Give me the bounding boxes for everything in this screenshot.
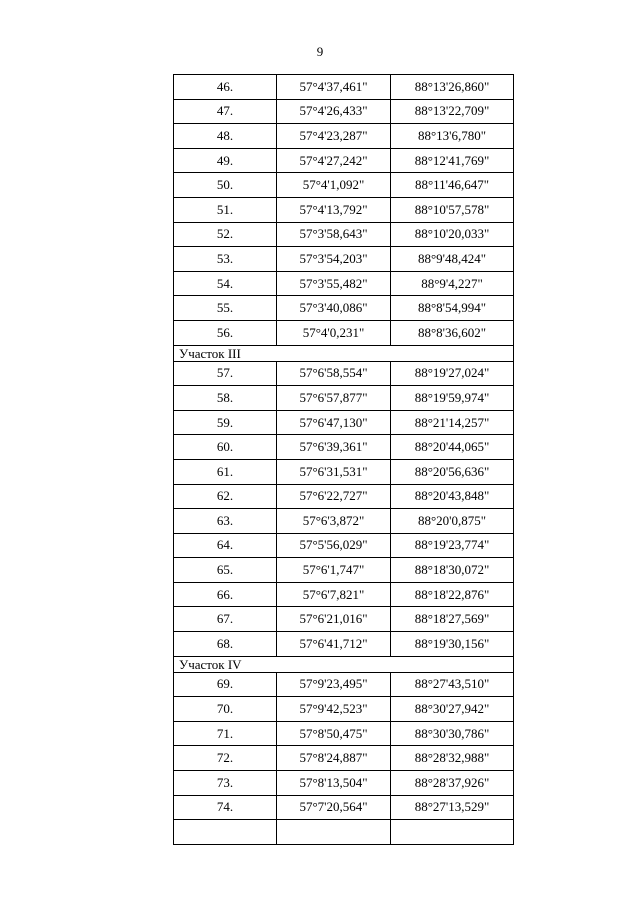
point-number-cell: 59. bbox=[174, 410, 277, 435]
longitude-cell bbox=[391, 820, 514, 845]
latitude-cell: 57°4'1,092" bbox=[277, 173, 391, 198]
table-row bbox=[174, 222, 514, 247]
point-number-cell: 57. bbox=[174, 361, 277, 386]
point-number-cell: 48. bbox=[174, 124, 277, 149]
table-row bbox=[174, 632, 514, 657]
latitude-cell: 57°6'31,531" bbox=[277, 459, 391, 484]
longitude-cell: 88°18'30,072" bbox=[391, 558, 514, 583]
table-row bbox=[174, 435, 514, 460]
longitude-cell: 88°9'48,424" bbox=[391, 247, 514, 272]
latitude-cell: 57°6'22,727" bbox=[277, 484, 391, 509]
latitude-cell: 57°6'1,747" bbox=[277, 558, 391, 583]
table-row bbox=[174, 197, 514, 222]
longitude-cell: 88°20'44,065" bbox=[391, 435, 514, 460]
latitude-cell: 57°6'7,821" bbox=[277, 582, 391, 607]
latitude-cell: 57°4'23,287" bbox=[277, 124, 391, 149]
longitude-cell: 88°28'32,988" bbox=[391, 746, 514, 771]
point-number-cell: 66. bbox=[174, 582, 277, 607]
point-number-cell: 47. bbox=[174, 99, 277, 124]
table-row bbox=[174, 820, 514, 845]
longitude-cell: 88°8'54,994" bbox=[391, 296, 514, 321]
section-title: Участок III bbox=[174, 345, 514, 361]
longitude-cell: 88°18'22,876" bbox=[391, 582, 514, 607]
latitude-cell: 57°6'47,130" bbox=[277, 410, 391, 435]
longitude-cell: 88°18'27,569" bbox=[391, 607, 514, 632]
point-number-cell: 58. bbox=[174, 386, 277, 411]
latitude-cell: 57°8'50,475" bbox=[277, 721, 391, 746]
table-row bbox=[174, 484, 514, 509]
longitude-cell: 88°20'43,848" bbox=[391, 484, 514, 509]
table-row bbox=[174, 672, 514, 697]
latitude-cell: 57°6'39,361" bbox=[277, 435, 391, 460]
latitude-cell: 57°6'21,016" bbox=[277, 607, 391, 632]
longitude-cell: 88°10'57,578" bbox=[391, 197, 514, 222]
latitude-cell: 57°8'24,887" bbox=[277, 746, 391, 771]
longitude-cell: 88°9'4,227" bbox=[391, 271, 514, 296]
point-number-cell bbox=[174, 820, 277, 845]
longitude-cell: 88°13'6,780" bbox=[391, 124, 514, 149]
table-row bbox=[174, 795, 514, 820]
table-row bbox=[174, 533, 514, 558]
latitude-cell: 57°3'54,203" bbox=[277, 247, 391, 272]
longitude-cell: 88°21'14,257" bbox=[391, 410, 514, 435]
point-number-cell: 53. bbox=[174, 247, 277, 272]
longitude-cell: 88°8'36,602" bbox=[391, 320, 514, 345]
point-number-cell: 63. bbox=[174, 509, 277, 534]
point-number-cell: 65. bbox=[174, 558, 277, 583]
longitude-cell: 88°19'27,024" bbox=[391, 361, 514, 386]
point-number-cell: 55. bbox=[174, 296, 277, 321]
longitude-cell: 88°13'22,709" bbox=[391, 99, 514, 124]
table-row bbox=[174, 582, 514, 607]
latitude-cell: 57°3'55,482" bbox=[277, 271, 391, 296]
table-row bbox=[174, 410, 514, 435]
table-row bbox=[174, 361, 514, 386]
table-row bbox=[174, 99, 514, 124]
longitude-cell: 88°13'26,860" bbox=[391, 75, 514, 100]
table-row bbox=[174, 148, 514, 173]
point-number-cell: 61. bbox=[174, 459, 277, 484]
latitude-cell: 57°6'3,872" bbox=[277, 509, 391, 534]
page-number: 9 bbox=[316, 44, 324, 59]
table-row bbox=[174, 558, 514, 583]
point-number-cell: 46. bbox=[174, 75, 277, 100]
latitude-cell: 57°6'57,877" bbox=[277, 386, 391, 411]
coordinates-table bbox=[173, 74, 514, 845]
section-title: Участок IV bbox=[174, 656, 514, 672]
longitude-cell: 88°28'37,926" bbox=[391, 771, 514, 796]
longitude-cell: 88°27'43,510" bbox=[391, 672, 514, 697]
point-number-cell: 51. bbox=[174, 197, 277, 222]
point-number-cell: 50. bbox=[174, 173, 277, 198]
point-number-cell: 52. bbox=[174, 222, 277, 247]
table-row bbox=[174, 746, 514, 771]
table-row bbox=[174, 509, 514, 534]
point-number-cell: 56. bbox=[174, 320, 277, 345]
table-row bbox=[174, 386, 514, 411]
point-number-cell: 68. bbox=[174, 632, 277, 657]
latitude-cell: 57°9'23,495" bbox=[277, 672, 391, 697]
longitude-cell: 88°20'56,636" bbox=[391, 459, 514, 484]
latitude-cell: 57°4'37,461" bbox=[277, 75, 391, 100]
longitude-cell: 88°30'27,942" bbox=[391, 697, 514, 722]
table-row bbox=[174, 296, 514, 321]
latitude-cell: 57°4'13,792" bbox=[277, 197, 391, 222]
point-number-cell: 67. bbox=[174, 607, 277, 632]
latitude-cell: 57°9'42,523" bbox=[277, 697, 391, 722]
table-row bbox=[174, 697, 514, 722]
longitude-cell: 88°19'23,774" bbox=[391, 533, 514, 558]
latitude-cell: 57°4'0,231" bbox=[277, 320, 391, 345]
latitude-cell: 57°8'13,504" bbox=[277, 771, 391, 796]
latitude-cell: 57°7'20,564" bbox=[277, 795, 391, 820]
point-number-cell: 69. bbox=[174, 672, 277, 697]
latitude-cell: 57°3'40,086" bbox=[277, 296, 391, 321]
table-row bbox=[174, 459, 514, 484]
table-row bbox=[174, 247, 514, 272]
point-number-cell: 62. bbox=[174, 484, 277, 509]
table-row bbox=[174, 75, 514, 100]
latitude-cell: 57°6'58,554" bbox=[277, 361, 391, 386]
point-number-cell: 49. bbox=[174, 148, 277, 173]
point-number-cell: 60. bbox=[174, 435, 277, 460]
latitude-cell: 57°5'56,029" bbox=[277, 533, 391, 558]
point-number-cell: 71. bbox=[174, 721, 277, 746]
longitude-cell: 88°30'30,786" bbox=[391, 721, 514, 746]
latitude-cell: 57°6'41,712" bbox=[277, 632, 391, 657]
point-number-cell: 73. bbox=[174, 771, 277, 796]
longitude-cell: 88°10'20,033" bbox=[391, 222, 514, 247]
longitude-cell: 88°20'0,875" bbox=[391, 509, 514, 534]
table-row bbox=[174, 173, 514, 198]
section-header-row bbox=[174, 656, 514, 672]
latitude-cell: 57°4'27,242" bbox=[277, 148, 391, 173]
point-number-cell: 64. bbox=[174, 533, 277, 558]
point-number-cell: 72. bbox=[174, 746, 277, 771]
table-row bbox=[174, 320, 514, 345]
point-number-cell: 74. bbox=[174, 795, 277, 820]
table-row bbox=[174, 124, 514, 149]
longitude-cell: 88°19'59,974" bbox=[391, 386, 514, 411]
longitude-cell: 88°11'46,647" bbox=[391, 173, 514, 198]
longitude-cell: 88°27'13,529" bbox=[391, 795, 514, 820]
section-header-row bbox=[174, 345, 514, 361]
table-row bbox=[174, 721, 514, 746]
point-number-cell: 70. bbox=[174, 697, 277, 722]
point-number-cell: 54. bbox=[174, 271, 277, 296]
latitude-cell bbox=[277, 820, 391, 845]
table-row bbox=[174, 271, 514, 296]
table-row bbox=[174, 771, 514, 796]
latitude-cell: 57°3'58,643" bbox=[277, 222, 391, 247]
longitude-cell: 88°19'30,156" bbox=[391, 632, 514, 657]
table-row bbox=[174, 607, 514, 632]
longitude-cell: 88°12'41,769" bbox=[391, 148, 514, 173]
latitude-cell: 57°4'26,433" bbox=[277, 99, 391, 124]
coordinates-table-body bbox=[174, 75, 514, 845]
